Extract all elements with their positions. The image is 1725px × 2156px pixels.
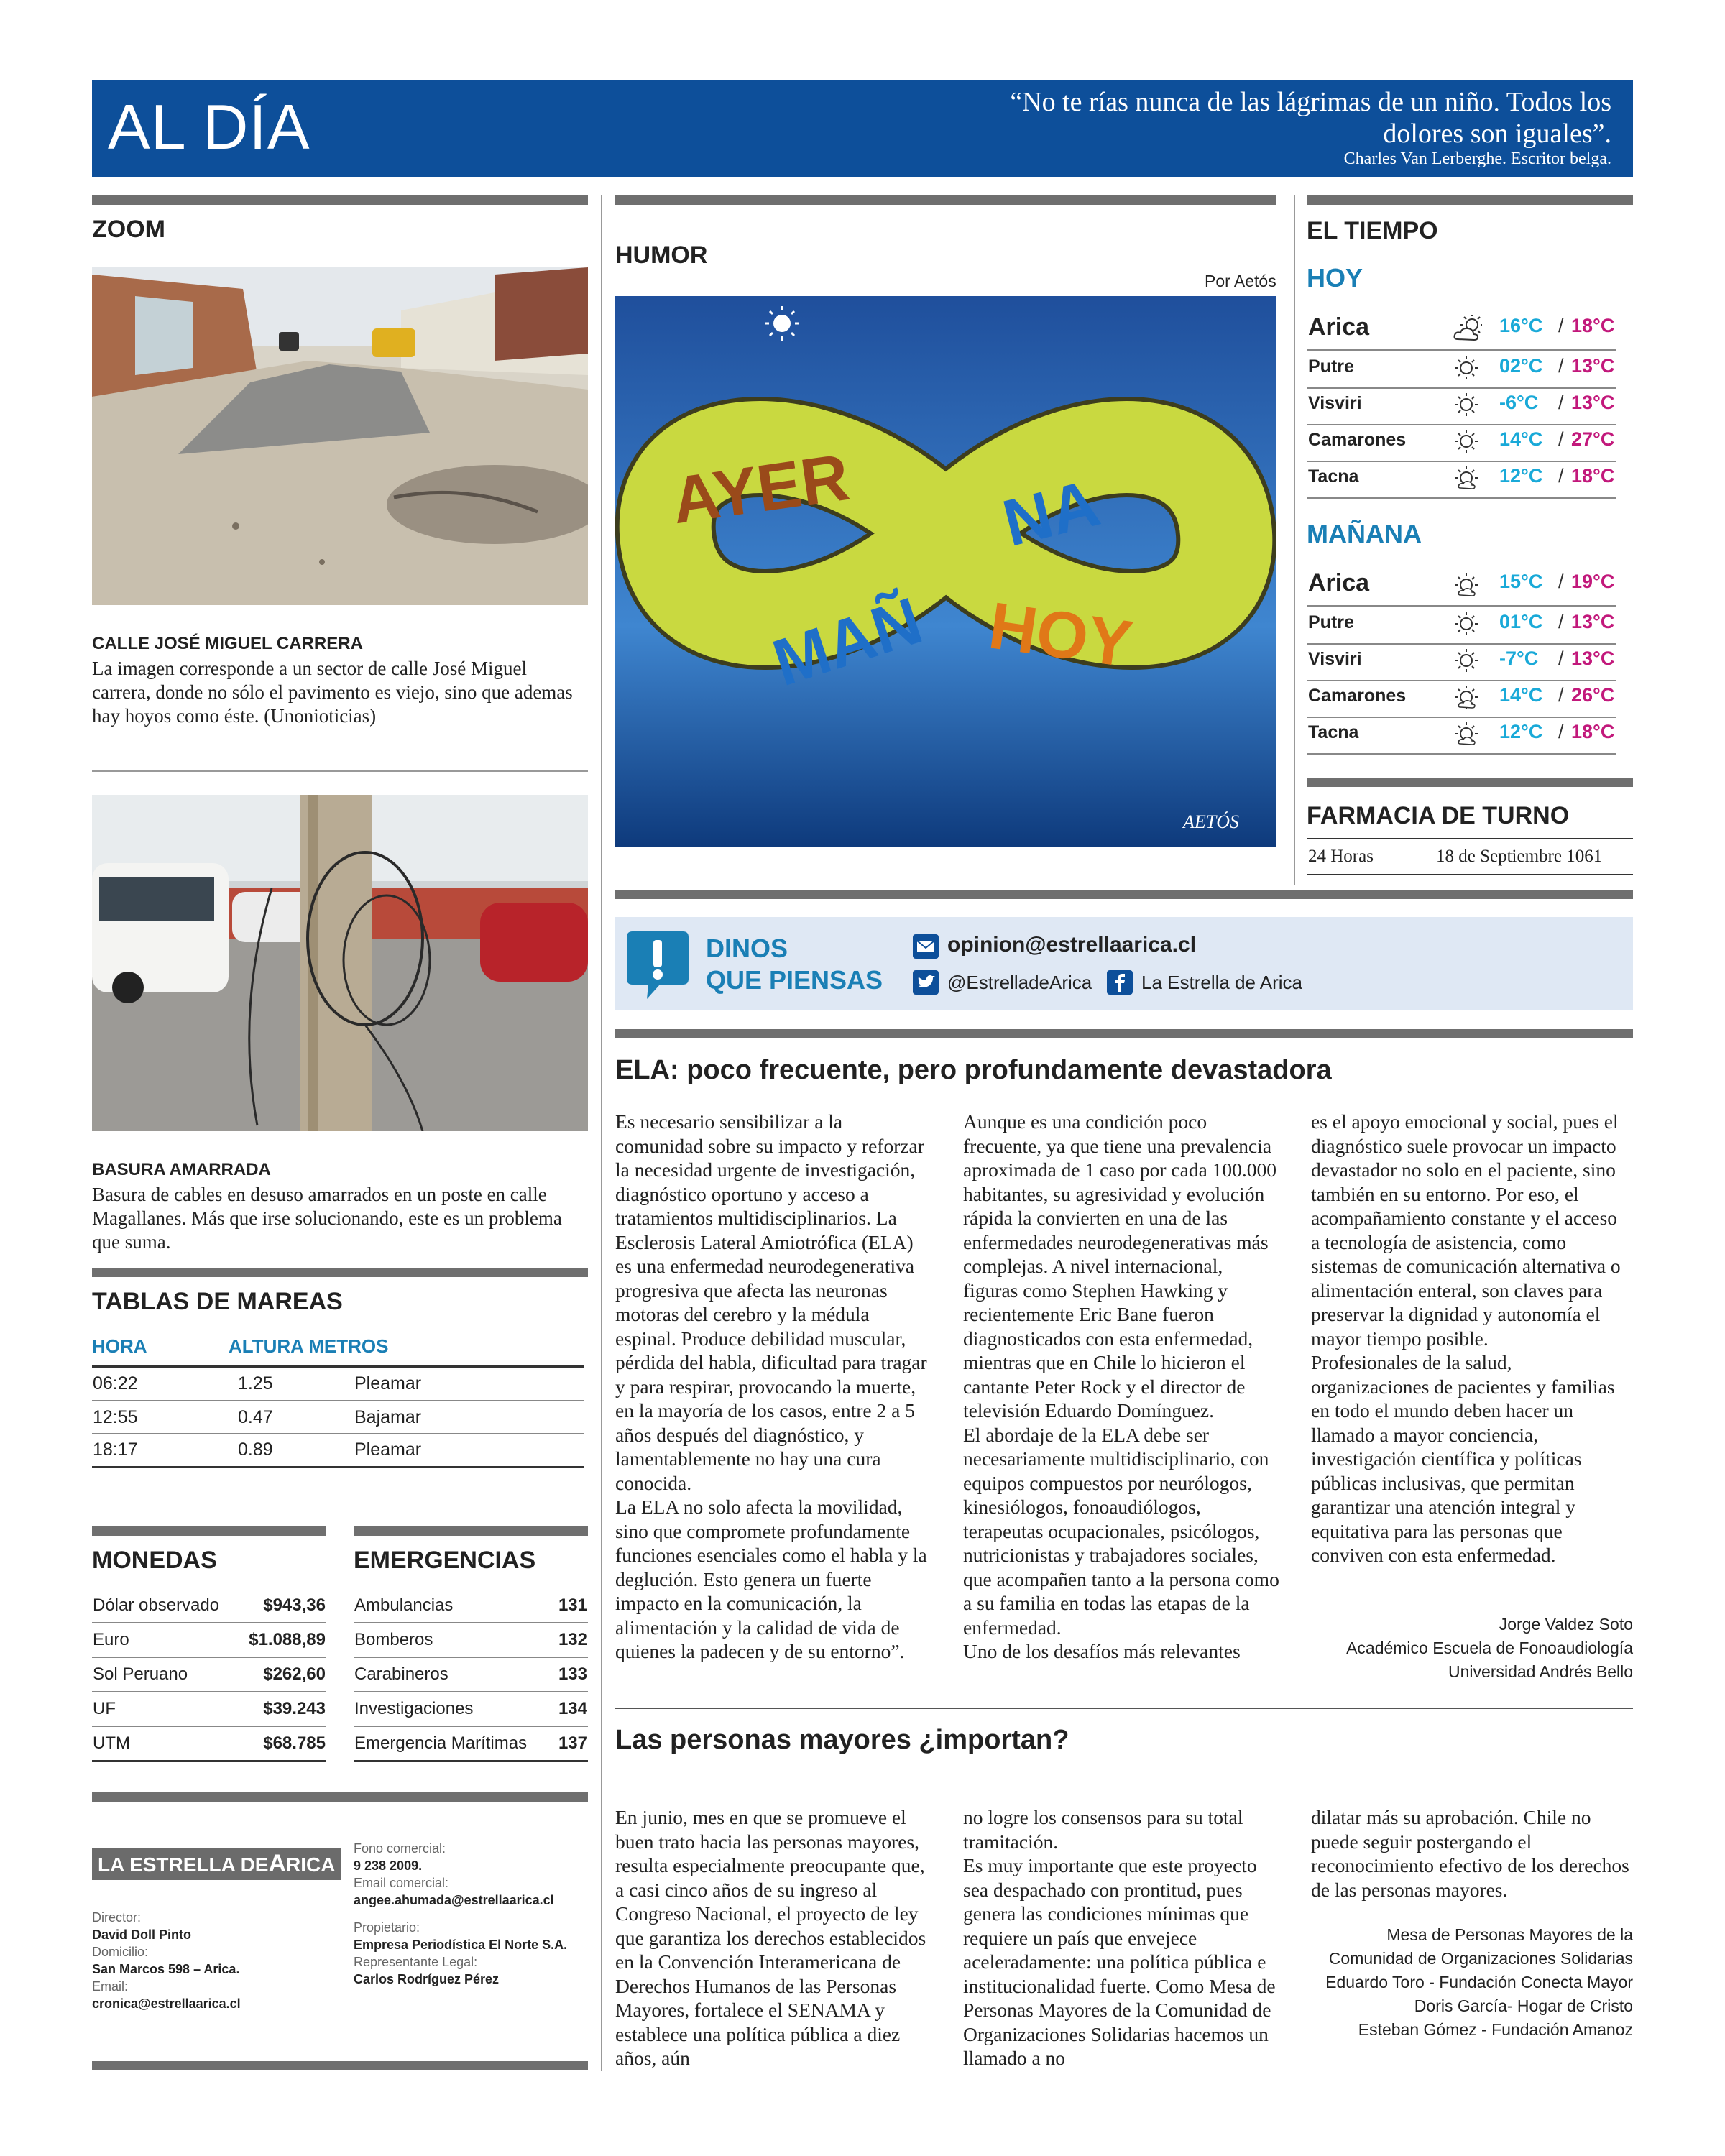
humor-cartoon	[615, 296, 1276, 847]
email-link[interactable]: cronica@estrellaarica.cl	[92, 1996, 241, 2011]
table-row	[354, 1657, 588, 1692]
article2-paragraph: no logre los consensos para su total tramitación.	[963, 1806, 1243, 1853]
currency-value: $1.088,89	[249, 1630, 326, 1649]
currency-value: $943,36	[263, 1595, 326, 1615]
section-rule	[1307, 778, 1633, 787]
section-rule	[615, 1029, 1633, 1038]
zoom-photo-cables	[92, 795, 588, 1131]
section-title: AL DÍA	[108, 91, 310, 162]
representante: Carlos Rodríguez Pérez	[354, 1972, 500, 1986]
fono: 9 238 2009.	[354, 1858, 423, 1873]
signature-line: Comunidad de Organizaciones Solidarias	[1328, 1949, 1633, 1968]
director-name: David Doll Pinto	[92, 1927, 192, 1942]
section-rule	[92, 1268, 588, 1277]
weather-separator: /	[1558, 571, 1564, 592]
cartoon-word-ayer: AYER	[667, 440, 854, 538]
emergency-number: 131	[558, 1595, 587, 1615]
quote-line-2: dolores son iguales”.	[1383, 119, 1611, 149]
tide-type: Pleamar	[354, 1439, 422, 1460]
partly-cloudy-icon	[1450, 315, 1482, 344]
propietario-label: Propietario:	[354, 1920, 420, 1935]
weather-city: Tacna	[1308, 722, 1359, 742]
section-rule	[92, 195, 588, 205]
humor-title: HUMOR	[615, 241, 708, 269]
weather-separator: /	[1558, 684, 1564, 706]
article1-paragraph: La ELA no solo afecta la movilidad, sino que compromete profundamente funciones esenciales como el habla y la deglución. Esto genera un fuerte impacto en la comunicación, la alimentación y la calidad de vida de quienes la padecen y de su entorno”.	[615, 1496, 927, 1662]
sun-cloud-icon	[1450, 683, 1482, 711]
infinity-cartoon-image	[615, 296, 1276, 847]
weather-city: Visviri	[1308, 649, 1362, 669]
weather-city: Arica	[1308, 313, 1370, 341]
emergencias-table	[354, 1588, 588, 1762]
signature-line: Doris García- Hogar de Cristo	[1414, 1996, 1633, 2015]
article1-paragraph: Uno de los desafíos más relevantes	[963, 1640, 1241, 1662]
contact-label-line2: QUE PIENSAS	[706, 965, 883, 995]
article1-column-1	[615, 1110, 934, 1664]
article1-paragraph: Aunque es una condición poco frecuente, ya que tiene una prevalencia aproximada de 1 caso por cada 100.000 habitantes, su agresividad y evolución rápida la convierten en una de las enfermedades neurodegenerativas más complejas. A nivel internacional, figuras como Stephen Hawking y recientemente Eric Bane fueron diagnosticados con esta enfermedad, mientras que en Chile lo hicieron el cantante Peter Rock y el director de televisión Eduardo Domínguez.	[963, 1110, 1277, 1422]
weather-row	[1307, 305, 1616, 351]
weather-min-temp: 16°C	[1499, 315, 1543, 336]
currency-name: Dólar observado	[93, 1595, 220, 1615]
section-rule	[92, 2061, 588, 2070]
table-row	[92, 1434, 584, 1467]
zoom-caption-heading-1: CALLE JOSÉ MIGUEL CARRERA	[92, 634, 363, 653]
masthead-right	[354, 1840, 567, 1988]
zoom-caption-heading-2: BASURA AMARRADA	[92, 1160, 271, 1179]
representante-label: Representante Legal:	[354, 1955, 478, 1969]
weather-min-temp: 14°C	[1499, 428, 1543, 450]
newspaper-logo	[92, 1848, 341, 1880]
weather-min-temp: 01°C	[1499, 611, 1543, 632]
weather-separator: /	[1558, 315, 1564, 336]
article1-column-3	[1311, 1110, 1630, 1567]
zoom-title: ZOOM	[92, 216, 165, 243]
tide-time: 06:22	[93, 1373, 138, 1393]
emergency-name: Carabineros	[354, 1664, 448, 1684]
contact-facebook[interactable]: La Estrella de Arica	[1141, 972, 1303, 993]
sun-icon	[1450, 427, 1482, 456]
contact-label-line1: DINOS	[706, 934, 788, 963]
fono-label: Fono comercial:	[354, 1841, 446, 1856]
logo-text-b: RICA	[286, 1853, 336, 1876]
thin-rule	[615, 1708, 1633, 1709]
weather-min-temp: 12°C	[1499, 465, 1543, 487]
cartoon-word-na: NA	[995, 466, 1107, 561]
signature-line: Mesa de Personas Mayores de la	[1386, 1925, 1633, 1944]
signature-org: Universidad Andrés Bello	[1448, 1662, 1633, 1681]
tide-time: 12:55	[93, 1406, 138, 1427]
weather-tomorrow-label: MAÑANA	[1307, 519, 1422, 548]
sun-cloud-icon	[1450, 719, 1482, 748]
weather-max-temp: 13°C	[1571, 611, 1615, 632]
weather-max-temp: 19°C	[1571, 571, 1615, 592]
table-row	[92, 1623, 326, 1657]
monedas-grid	[92, 1588, 326, 1762]
emergency-number: 132	[558, 1630, 587, 1649]
currency-value: $39.243	[263, 1699, 326, 1718]
weather-today-label: HOY	[1307, 263, 1363, 292]
weather-max-temp: 26°C	[1571, 684, 1615, 706]
sun-cloud-icon	[1450, 571, 1482, 599]
monedas-title: MONEDAS	[92, 1547, 217, 1574]
weather-row	[1307, 643, 1616, 681]
tides-col-hora: HORA	[92, 1335, 147, 1357]
weather-max-temp: 13°C	[1571, 392, 1615, 413]
article1-signature	[1202, 1613, 1633, 1684]
tide-height: 0.89	[238, 1439, 273, 1460]
section-rule	[615, 195, 1276, 205]
section-rule	[92, 1526, 326, 1536]
weather-city: Visviri	[1308, 393, 1362, 413]
emergency-number: 134	[558, 1699, 587, 1718]
masthead-left	[92, 1909, 241, 2012]
section-rule	[1307, 195, 1633, 205]
emergency-name: Emergencia Marítimas	[354, 1733, 528, 1753]
currency-value: $68.785	[263, 1733, 326, 1753]
farmacia-hours: 24 Horas	[1308, 847, 1374, 866]
weather-min-temp: 02°C	[1499, 355, 1543, 377]
sun-icon	[1450, 390, 1482, 419]
tides-table	[92, 1365, 584, 1468]
cartoon-word-man: MAÑ	[764, 584, 931, 701]
street-photo-image	[92, 267, 588, 605]
tide-height: 0.47	[238, 1406, 273, 1427]
article2-paragraph: Es muy importante que este proyecto sea despachado con prontitud, pues genera las condiciones mínimas que requiere un país que envejece aceleradamente: una política pública e institucionalidad fuerte. Como Mesa de Personas Mayores de la Comunidad de Organizaciones Solidarias hacemos un llamado a no	[963, 1854, 1276, 2069]
email-comercial-label: Email comercial:	[354, 1876, 449, 1890]
logo-a-glyph: A	[268, 1850, 287, 1877]
cables-photo-image	[92, 795, 588, 1131]
zoom-caption-text-2: Basura de cables en desuso amarrados en un poste en calle Magallanes. Más que irse solucionando, este es un problema que suma.	[92, 1184, 562, 1253]
tide-type: Pleamar	[354, 1373, 422, 1393]
farmacia-title: FARMACIA DE TURNO	[1307, 802, 1570, 829]
tide-type: Bajamar	[354, 1406, 422, 1427]
emergency-name: Investigaciones	[354, 1699, 474, 1718]
domicilio: San Marcos 598 – Arica.	[92, 1962, 240, 1976]
monedas-table	[92, 1588, 326, 1762]
article1-title: ELA: poco frecuente, pero profundamente devastadora	[615, 1055, 1332, 1085]
weather-row	[1307, 680, 1616, 718]
email-label: Email:	[92, 1979, 129, 1994]
article1-paragraph: Es necesario sensibilizar a la comunidad sobre su impacto y reforzar la necesidad urgente de investigación, diagnóstico oportuno y acceso a tratamientos multidisciplinarios. La Esclerosis Lateral Amiotrófica (ELA) es una enfermedad neurodegenerativa progresiva que afecta las neuronas motoras del cerebro y la médula espinal. Produce debilidad muscular, pérdida del habla, dificultad para tragar y para respirar, provocando la muerte, en la mayoría de los casos, entre 2 a 5 años después del diagnóstico, y lamentablemente no hay una cura conocida.	[615, 1110, 927, 1494]
table-row	[92, 1401, 584, 1434]
tides-col-altura: ALTURA METROS	[229, 1335, 389, 1357]
weather-max-temp: 13°C	[1571, 355, 1615, 377]
weather-row	[1307, 351, 1616, 389]
farmacia-address: 18 de Septiembre 1061	[1436, 847, 1603, 866]
weather-min-temp: 15°C	[1499, 571, 1543, 592]
article2-paragraph: dilatar más su aprobación. Chile no puede seguir postergando el reconocimiento efectivo de los derechos de las personas mayores.	[1311, 1806, 1629, 1901]
weather-min-temp: 12°C	[1499, 721, 1543, 742]
signature-name: Jorge Valdez Soto	[1499, 1615, 1633, 1634]
weather-separator: /	[1558, 611, 1564, 632]
weather-separator: /	[1558, 648, 1564, 669]
table-row	[354, 1623, 588, 1657]
sun-icon	[1450, 609, 1482, 638]
contact-twitter[interactable]: @EstrelladeArica	[947, 972, 1092, 993]
table-row	[92, 1657, 326, 1692]
weather-row	[1307, 461, 1616, 499]
logo-text-a: LA ESTRELLA DE	[98, 1853, 269, 1876]
article2-column-1	[615, 1805, 934, 2070]
mail-icon	[913, 934, 939, 959]
currency-name: UTM	[93, 1733, 130, 1753]
header-banner	[92, 80, 1633, 177]
currency-name: Sol Peruano	[93, 1664, 188, 1684]
domicilio-label: Domicilio:	[92, 1945, 149, 1959]
table-row	[92, 1726, 326, 1761]
quote-author: Charles Van Lerberghe. Escritor belga.	[1343, 149, 1611, 168]
tide-height: 1.25	[238, 1373, 273, 1393]
table-row	[354, 1692, 588, 1726]
weather-row	[1307, 561, 1616, 607]
farmacia-row	[1307, 838, 1633, 875]
contact-banner	[615, 917, 1633, 1010]
weather-city: Arica	[1308, 569, 1370, 596]
column-divider	[601, 195, 602, 2071]
sun-cloud-icon	[1450, 464, 1482, 492]
article1-column-2	[963, 1110, 1282, 1664]
weather-max-temp: 18°C	[1571, 315, 1615, 336]
weather-separator: /	[1558, 392, 1564, 413]
weather-city: Putre	[1308, 356, 1354, 377]
contact-email[interactable]: opinion@estrellaarica.cl	[947, 933, 1197, 957]
weather-city: Putre	[1308, 612, 1354, 632]
weather-row	[1307, 387, 1616, 425]
exclamation-icon	[625, 926, 690, 1002]
table-row	[354, 1588, 588, 1623]
zoom-caption-text-1: La imagen corresponde a un sector de calle José Miguel carrera, donde no sólo el pavimento es viejo, sino que ademas hay hoyos como éste. (Unonioticias)	[92, 658, 573, 727]
section-rule	[92, 1792, 588, 1802]
signature-role: Académico Escuela de Fonoaudiología	[1346, 1639, 1633, 1657]
director-label: Director:	[92, 1910, 142, 1925]
article2-paragraph: En junio, mes en que se promueve el buen trato hacia las personas mayores, resulta especialmente preocupante que, a casi cinco años de su ingreso al Congreso Nacional, el proyecto de ley que garantiza los derechos establecidos en la Convención Interamericana de Derechos Humanos de las Personas Mayores, fortalece el SENAMA y establece una política pública a diez años, aún	[615, 1806, 926, 2069]
table-row	[92, 1368, 584, 1401]
weather-city: Camarones	[1308, 430, 1407, 450]
tides-title: TABLAS DE MAREAS	[92, 1288, 343, 1315]
email-comercial-link[interactable]: angee.ahumada@estrellaarica.cl	[354, 1893, 554, 1907]
cartoon-signature: AETÓS	[1183, 811, 1239, 832]
contact-label	[706, 933, 883, 996]
zoom-photo-street	[92, 267, 588, 605]
article1-paragraph: Profesionales de la salud, organizaciones de pacientes y familias en todo el mundo deben hacer un llamado a mayor conciencia, investigación científica y políticas públicas inclusivas, que permitan garantizar una atención integral y equitativa para las personas que conviven con esta enfermedad.	[1311, 1351, 1615, 1566]
weather-separator: /	[1558, 355, 1564, 377]
signature-line: Esteban Gómez - Fundación Amanoz	[1358, 2020, 1633, 2039]
weather-separator: /	[1558, 428, 1564, 450]
weather-city: Tacna	[1308, 466, 1359, 487]
weather-title: EL TIEMPO	[1307, 217, 1438, 244]
weather-separator: /	[1558, 721, 1564, 742]
weather-min-temp: 14°C	[1499, 684, 1543, 706]
weather-separator: /	[1558, 465, 1564, 487]
humor-credit: Por Aetós	[1205, 272, 1276, 290]
table-row	[92, 1588, 326, 1623]
weather-row	[1307, 717, 1616, 755]
weather-max-temp: 27°C	[1571, 428, 1615, 450]
tide-time: 18:17	[93, 1439, 138, 1460]
signature-line: Eduardo Toro - Fundación Conecta Mayor	[1325, 1973, 1633, 1991]
header-quote	[785, 86, 1611, 149]
facebook-icon	[1107, 970, 1133, 995]
emergency-number: 133	[558, 1664, 587, 1684]
column-divider	[1294, 195, 1295, 885]
emergencias-grid	[354, 1588, 588, 1762]
emergencias-title: EMERGENCIAS	[354, 1547, 536, 1574]
weather-row	[1307, 424, 1616, 462]
article2-signature	[1202, 1923, 1633, 2042]
currency-name: Euro	[93, 1630, 129, 1649]
section-rule	[354, 1526, 588, 1536]
quote-line-1: “No te rías nunca de las lágrimas de un niño. Todos los	[1010, 87, 1611, 117]
weather-max-temp: 18°C	[1571, 465, 1615, 487]
weather-row	[1307, 607, 1616, 645]
weather-min-temp: -7°C	[1499, 648, 1539, 669]
emergency-name: Bomberos	[354, 1630, 433, 1649]
emergency-name: Ambulancias	[354, 1595, 454, 1615]
weather-max-temp: 13°C	[1571, 648, 1615, 669]
weather-city: Camarones	[1308, 686, 1407, 706]
currency-value: $262,60	[263, 1664, 326, 1684]
article2-title: Las personas mayores ¿importan?	[615, 1725, 1070, 1755]
weather-min-temp: -6°C	[1499, 392, 1539, 413]
tides-grid	[92, 1368, 584, 1468]
article2-column-3	[1311, 1805, 1630, 1902]
emergency-number: 137	[558, 1733, 587, 1753]
cartoon-word-hoy: HOY	[984, 589, 1137, 682]
article1-paragraph: es el apoyo emocional y social, pues el diagnóstico suele provocar un impacto devastador no solo en el paciente, sino también en su entorno. Por eso, el acompañamiento constante y el acceso a tecnología de asistencia, como sistemas de comunicación alternativa o alimentación enteral, son claves para preservar la dignidad y autonomía el mayor tiempo posible.	[1311, 1110, 1621, 1350]
sun-icon	[1450, 646, 1482, 675]
thin-rule	[92, 770, 588, 772]
sun-icon	[1450, 354, 1482, 382]
twitter-icon	[913, 970, 939, 995]
currency-name: UF	[93, 1699, 116, 1718]
article1-paragraph: El abordaje de la ELA debe ser necesariamente multidisciplinario, con equipos compuestos por neurólogos, kinesiólogos, fonoaudiólogos, terapeutas ocupacionales, psicólogos, nutricionistas y trabajadores sociales, que acompañen tanto a la persona como a su familia en todas las etapas de la enfermedad.	[963, 1423, 1279, 1639]
propietario: Empresa Periodística El Norte S.A.	[354, 1938, 568, 1952]
table-row	[92, 1692, 326, 1726]
table-row	[354, 1726, 588, 1761]
section-rule	[615, 890, 1633, 899]
weather-max-temp: 18°C	[1571, 721, 1615, 742]
